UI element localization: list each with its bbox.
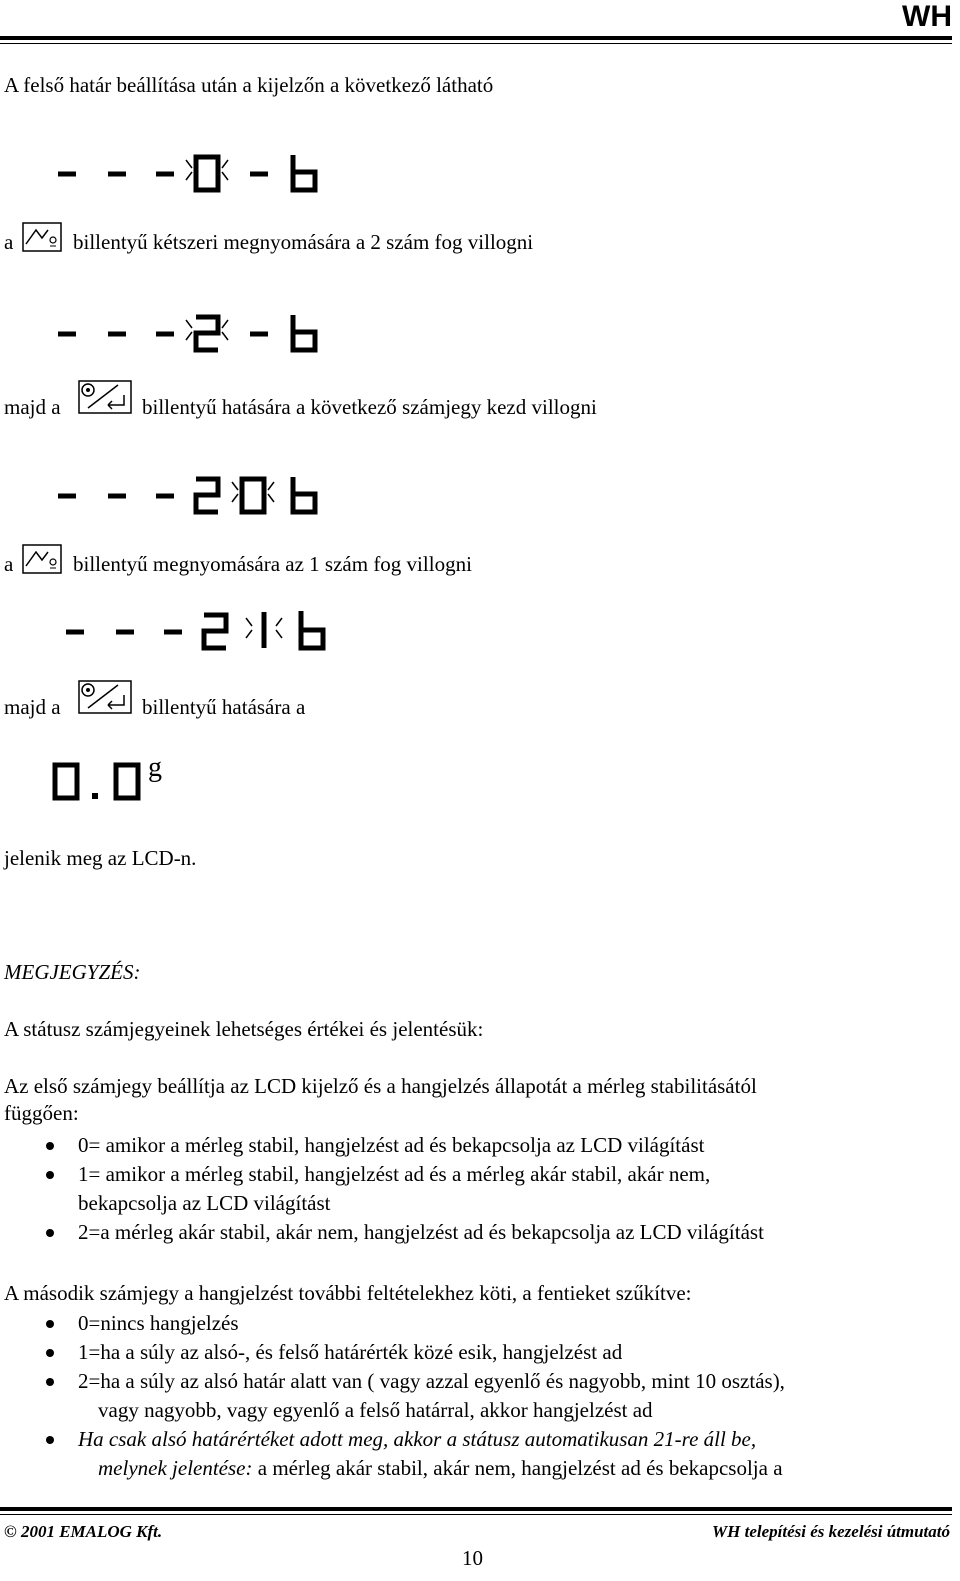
bullet-icon: [46, 1349, 54, 1357]
line-4-text: billentyű megnyomására az 1 szám fog villogni: [73, 552, 472, 576]
footer-rule-thin: [0, 1514, 952, 1515]
list-item-continuation: bekapcsolja az LCD világítást: [78, 1191, 331, 1215]
first-digit-para-2: függően:: [4, 1101, 79, 1125]
list-item-text: Ha csak alsó határértéket adott meg, akkor a státusz automatikusan 21-re áll be,: [78, 1427, 757, 1451]
tare-key-icon: [22, 222, 62, 252]
list-item: [4, 1309, 944, 1338]
bullet-icon: [46, 1171, 54, 1179]
list-item: [4, 1131, 944, 1160]
list-item: [4, 1367, 944, 1425]
bullet-icon: [46, 1436, 54, 1444]
bullet-icon: [46, 1142, 54, 1150]
footer-manual-title: WH telepítési és kezelési útmutató: [712, 1522, 950, 1541]
lcd-display-4: [50, 606, 340, 652]
list-item-text: 2=ha a súly az alsó határ alatt van ( vagy azzal egyenlő és nagyobb, mint 10 osztás),: [78, 1369, 785, 1393]
tare-key-icon: [22, 544, 62, 574]
list-item-continuation: a mérleg akár stabil, akár nem, hangjelzést ad és bekapcsolja a: [252, 1456, 783, 1480]
header-rule-thick: [0, 36, 952, 40]
lcd-unit: g: [148, 752, 162, 783]
list-item: [4, 1218, 944, 1247]
list-item-text: 0= amikor a mérleg stabil, hangjelzést ad és bekapcsolja az LCD világítást: [78, 1133, 705, 1157]
line-5-text: billentyű hatására a: [142, 695, 306, 719]
bullet-icon: [46, 1229, 54, 1237]
line-2-prefix: a: [4, 230, 14, 254]
enter-key-icon: [78, 680, 132, 714]
bullet-icon: [46, 1320, 54, 1328]
second-digit-list: [4, 1309, 944, 1483]
note-intro: A státusz számjegyeinek lehetséges értékei és jelentésük:: [4, 1017, 484, 1041]
footer-copyright: © 2001 EMALOG Kft.: [4, 1522, 163, 1541]
header-rule-thin: [0, 43, 952, 44]
page-number: 10: [462, 1546, 483, 1570]
enter-key-icon: [78, 380, 132, 414]
lcd-display-5: [50, 756, 150, 806]
list-item-text: 2=a mérleg akár stabil, akár nem, hangjelzést ad és bekapcsolja az LCD világítást: [78, 1220, 764, 1244]
list-item-text: 1= amikor a mérleg stabil, hangjelzést ad és a mérleg akár stabil, akár nem,: [78, 1162, 711, 1186]
lcd-display-3: [50, 472, 330, 518]
first-digit-para-1: Az első számjegy beállítja az LCD kijelző és a hangjelzés állapotát a mérleg stabilitásától: [4, 1074, 757, 1098]
line-5-prefix: majd a: [4, 695, 61, 719]
second-digit-para: A második számjegy a hangjelzést további feltételekhez köti, a fentieket szűkítve:: [4, 1281, 692, 1305]
lcd-display-2: [50, 310, 330, 356]
line-3-text: billentyű hatására a következő számjegy kezd villogni: [142, 395, 597, 419]
note-title: MEGJEGYZÉS:: [4, 960, 141, 984]
list-item-continuation: vagy nagyobb, vagy egyenlő a felső határral, akkor hangjelzést ad: [98, 1398, 653, 1422]
line-2-text: billentyű kétszeri megnyomására a 2 szám fog villogni: [73, 230, 534, 254]
list-item: [4, 1425, 944, 1483]
list-item-text: 1=ha a súly az alsó-, és felső határérték közé esik, hangjelzést ad: [78, 1340, 623, 1364]
lcd-display-1: [50, 150, 330, 196]
bullet-icon: [46, 1378, 54, 1386]
first-digit-list: [4, 1131, 944, 1247]
list-item-text: 0=nincs hangjelzés: [78, 1311, 239, 1335]
line-6-text: jelenik meg az LCD-n.: [4, 846, 197, 870]
line-3-prefix: majd a: [4, 395, 61, 419]
header-title: WH: [902, 0, 952, 33]
intro-line: A felső határ beállítása után a kijelzőn a következő látható: [4, 73, 494, 97]
line-4-prefix: a: [4, 552, 14, 576]
list-item-continuation-italic: melynek jelentése:: [98, 1456, 253, 1480]
footer-rule-thick: [0, 1507, 952, 1511]
list-item: [4, 1160, 944, 1218]
list-item: [4, 1338, 944, 1367]
